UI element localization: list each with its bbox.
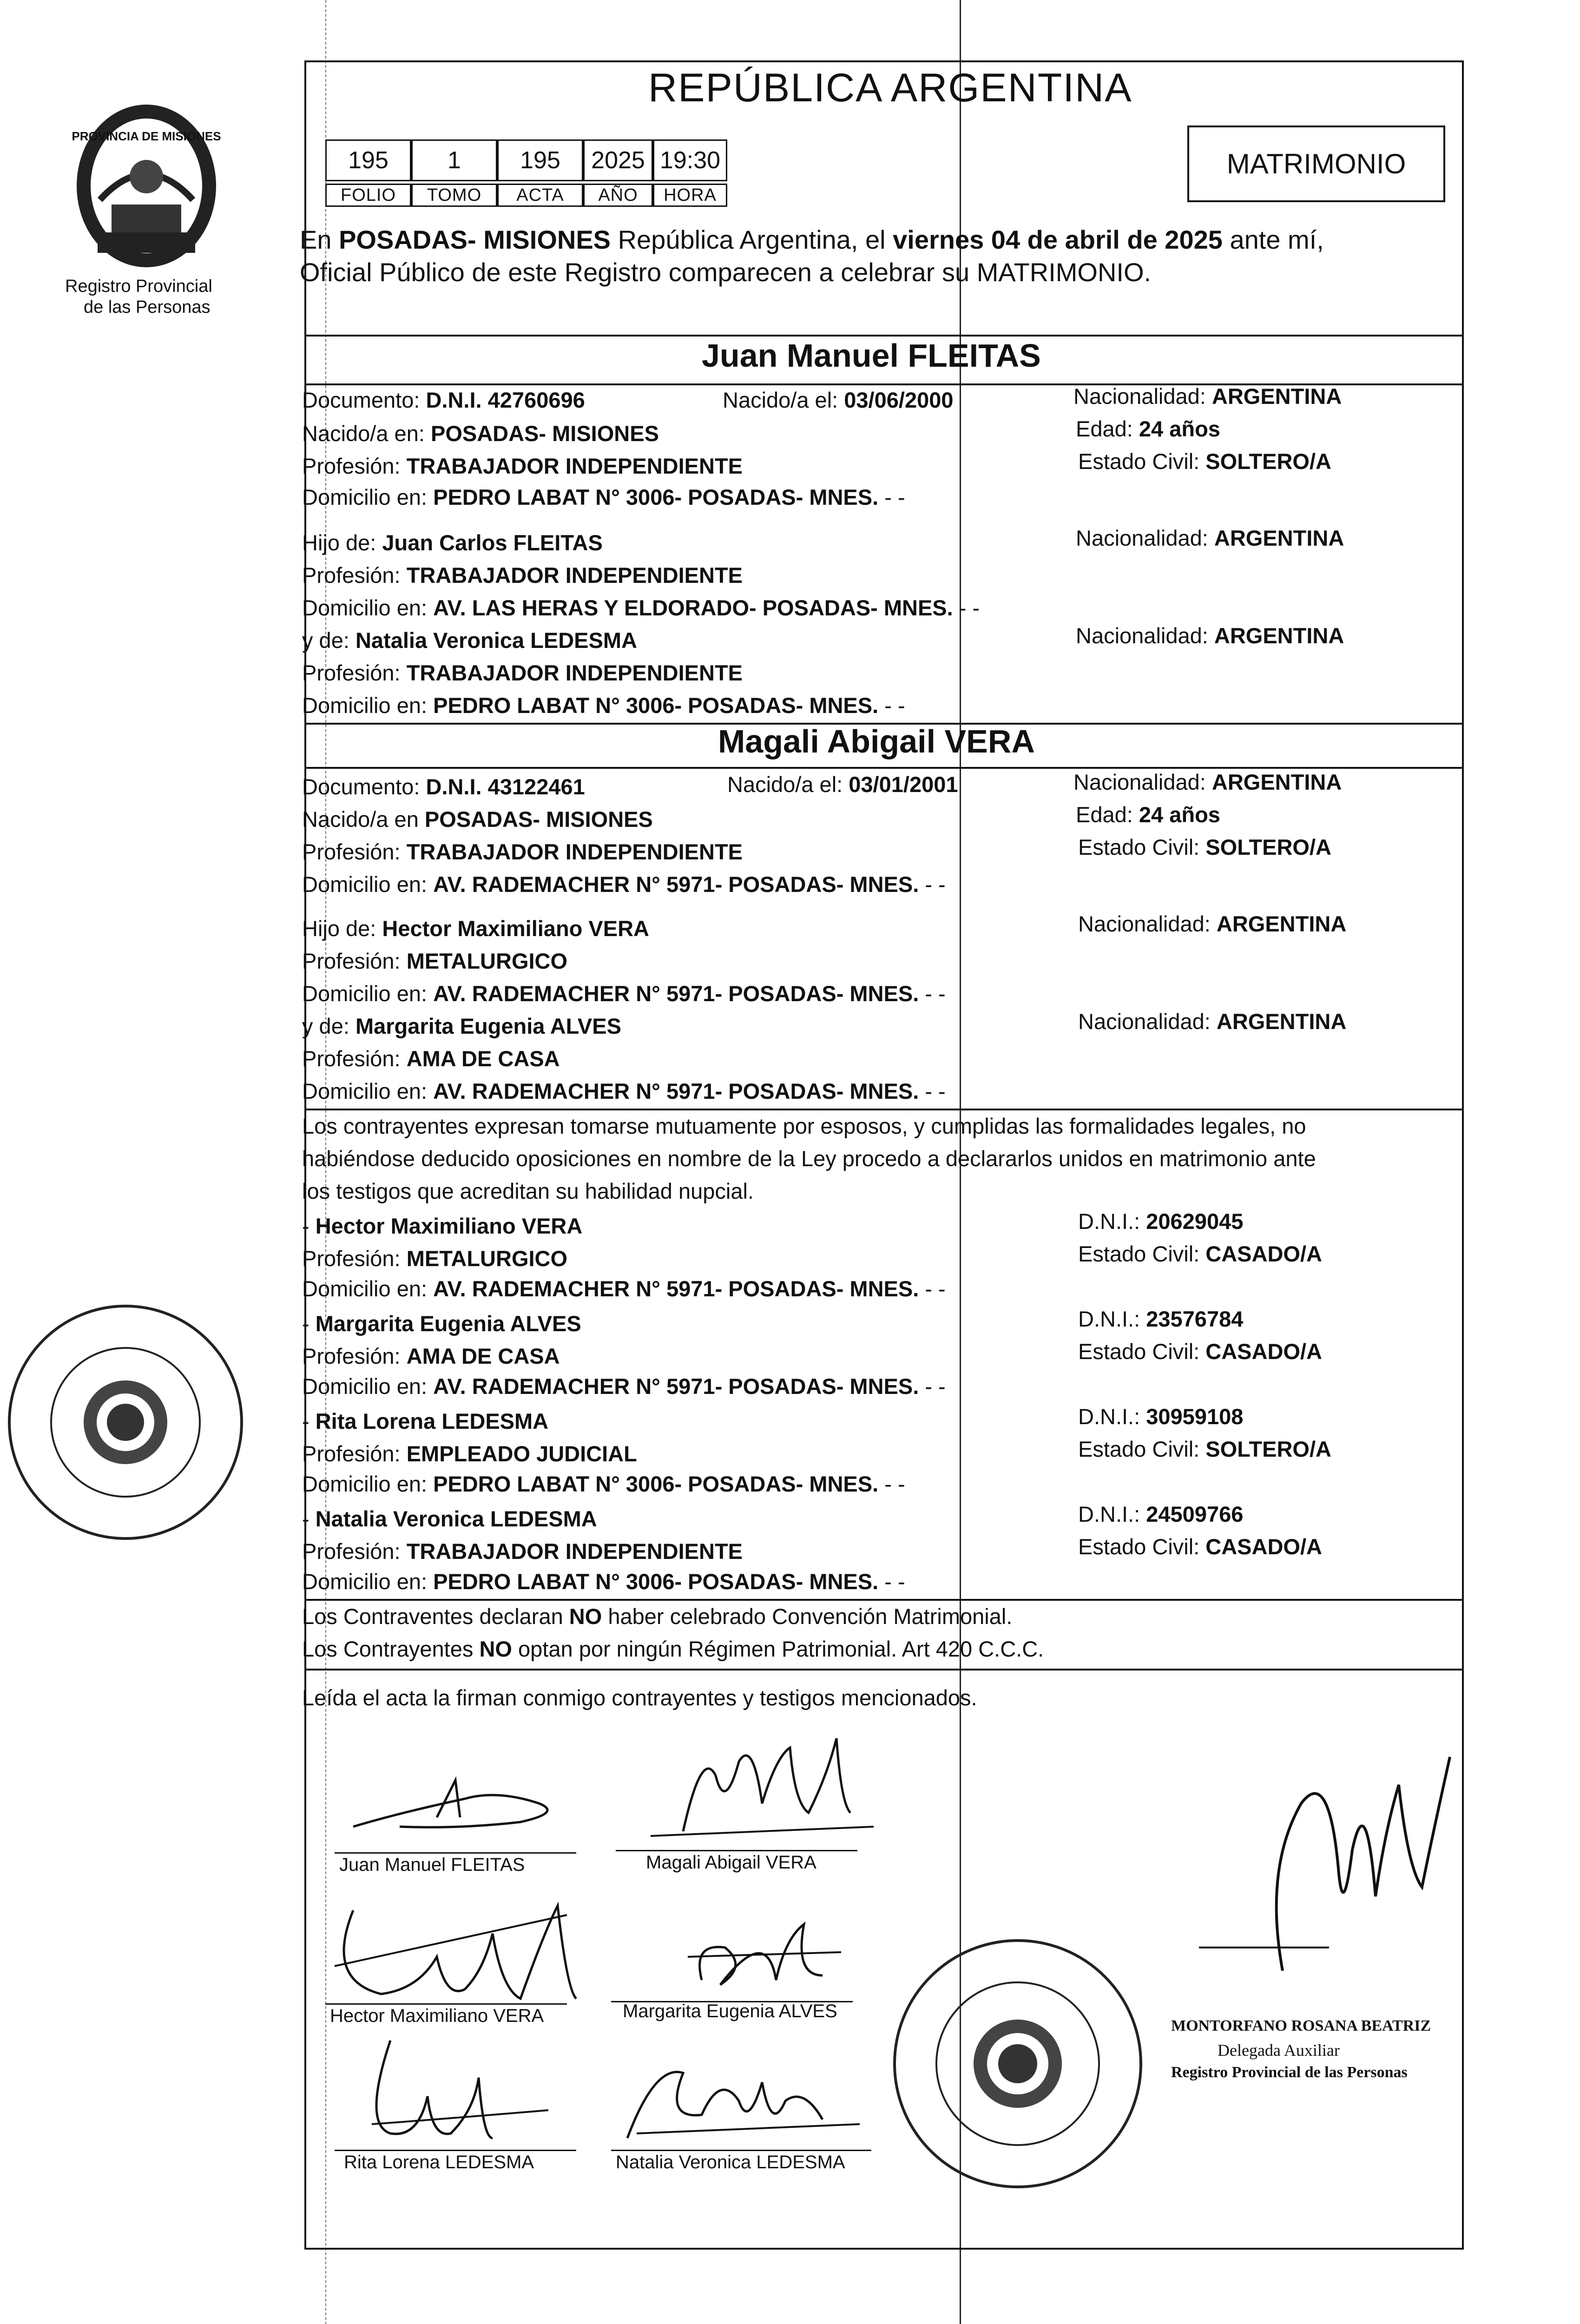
signature-line bbox=[616, 1850, 857, 1851]
c1-domicilio: Domicilio en: PEDRO LABAT N° 3006- POSADAS- MNES. - - bbox=[302, 485, 905, 509]
signature-line bbox=[611, 2150, 871, 2151]
signature-line bbox=[335, 2150, 576, 2151]
divider bbox=[304, 1109, 1464, 1110]
official-seal-left bbox=[0, 1278, 251, 1566]
signature-line bbox=[335, 1852, 576, 1854]
c1-padre-domicilio: Domicilio en: AV. LAS HERAS Y ELDORADO- POSADAS- MNES. - - bbox=[302, 595, 980, 620]
tomo-label: TOMO bbox=[411, 184, 497, 207]
c1-profesion: Profesión: TRABAJADOR INDEPENDIENTE bbox=[302, 454, 743, 478]
testigo-name: Natalia Veronica LEDESMA bbox=[315, 1506, 597, 1531]
signature-line bbox=[325, 2003, 567, 2005]
testigo-dni: D.N.I.: 24509766 bbox=[1078, 1502, 1244, 1526]
testigo-profesion: Profesión: AMA DE CASA bbox=[302, 1344, 560, 1368]
c1-madre: y de: Natalia Veronica LEDESMA bbox=[302, 628, 637, 653]
acta-value: 195 bbox=[497, 139, 583, 181]
c2-profesion: Profesión: TRABAJADOR INDEPENDIENTE bbox=[302, 839, 743, 864]
c2-padre-domicilio: Domicilio en: AV. RADEMACHER N° 5971- POSADAS- MNES. - - bbox=[302, 981, 946, 1006]
c2-madre-profesion: Profesión: AMA DE CASA bbox=[302, 1046, 560, 1071]
intro-line-2: Oficial Público de este Registro comparecen a celebrar su MATRIMONIO. bbox=[300, 257, 1152, 287]
folio-label: FOLIO bbox=[325, 184, 411, 207]
c2-madre-domicilio: Domicilio en: AV. RADEMACHER N° 5971- POSADAS- MNES. - - bbox=[302, 1079, 946, 1103]
testigo-estado: Estado Civil: CASADO/A bbox=[1078, 1339, 1322, 1364]
logo-ring-text: PROVINCIA DE MISIONES bbox=[72, 129, 221, 143]
hora-label: HORA bbox=[653, 184, 727, 207]
testigo-profesion: Profesión: TRABAJADOR INDEPENDIENTE bbox=[302, 1539, 743, 1564]
signature-label-5: Rita Lorena LEDESMA bbox=[344, 2152, 534, 2172]
tomo-value: 1 bbox=[411, 139, 497, 181]
contrayente2-name: Magali Abigail VERA bbox=[718, 723, 1035, 759]
declaracion-line-3: los testigos que acreditan su habilidad nupcial. bbox=[302, 1179, 754, 1203]
c2-madre: y de: Margarita Eugenia ALVES bbox=[302, 1014, 621, 1038]
intro-suffix: ante mí, bbox=[1230, 225, 1324, 254]
divider bbox=[304, 335, 1464, 337]
testigo-name: Hector Maximiliano VERA bbox=[315, 1214, 583, 1238]
c1-documento: Documento: D.N.I. 42760696 bbox=[302, 388, 585, 412]
testigo-name: Margarita Eugenia ALVES bbox=[315, 1311, 581, 1336]
testigo-estado: Estado Civil: CASADO/A bbox=[1078, 1534, 1322, 1559]
signature-oficial bbox=[1190, 1729, 1459, 1989]
declaracion-line-2: habiéndose deducido oposiciones en nombre de la Ley procedo a declararlos unidos en matrimonio ante bbox=[302, 1146, 1316, 1171]
divider bbox=[304, 1669, 1464, 1670]
c1-estado: Estado Civil: SOLTERO/A bbox=[1078, 449, 1331, 474]
signature-label-1: Juan Manuel FLEITAS bbox=[339, 1855, 525, 1875]
signature-label-6: Natalia Veronica LEDESMA bbox=[616, 2152, 845, 2172]
hora-value: 19:30 bbox=[653, 139, 727, 181]
folio-value: 195 bbox=[325, 139, 411, 181]
logo-caption-2: de las Personas bbox=[84, 297, 211, 317]
c1-madre-profesion: Profesión: TRABAJADOR INDEPENDIENTE bbox=[302, 660, 743, 685]
testigo-domicilio: Domicilio en: PEDRO LABAT N° 3006- POSADAS- MNES. - - bbox=[302, 1472, 905, 1496]
oficial-registro: Registro Provincial de las Personas bbox=[1171, 2064, 1408, 2081]
c1-padre-nac: Nacionalidad: ARGENTINA bbox=[1076, 526, 1344, 550]
shield-emblem-icon bbox=[46, 93, 246, 270]
testigo-dni: D.N.I.: 20629045 bbox=[1078, 1209, 1244, 1234]
testigo-estado: Estado Civil: SOLTERO/A bbox=[1078, 1437, 1331, 1461]
c2-nacido-el: Nacido/a el: 03/01/2001 bbox=[727, 772, 958, 797]
anio-label: AÑO bbox=[583, 184, 653, 207]
contrayente1-name: Juan Manuel FLEITAS bbox=[702, 337, 1041, 374]
oficial-cargo: Delegada Auxiliar bbox=[1218, 2041, 1340, 2060]
page-title: REPÚBLICA ARGENTINA bbox=[648, 66, 1132, 110]
registro-logo bbox=[46, 93, 246, 316]
testigo-profesion: Profesión: METALURGICO bbox=[302, 1246, 568, 1271]
official-seal-center bbox=[885, 1920, 1150, 2208]
intro-place: POSADAS- MISIONES bbox=[339, 225, 611, 254]
testigo-dni: D.N.I.: 30959108 bbox=[1078, 1404, 1244, 1429]
signature-rita bbox=[353, 2031, 558, 2161]
cierre-text: Leída el acta la firman conmigo contrayentes y testigos mencionados. bbox=[302, 1685, 977, 1710]
c2-estado: Estado Civil: SOLTERO/A bbox=[1078, 835, 1331, 859]
intro-date: viernes 04 de abril de 2025 bbox=[893, 225, 1223, 254]
act-type-label: MATRIMONIO bbox=[1226, 148, 1406, 179]
testigo-profesion: Profesión: EMPLEADO JUDICIAL bbox=[302, 1441, 637, 1466]
c2-padre-nac: Nacionalidad: ARGENTINA bbox=[1078, 911, 1347, 936]
c2-domicilio: Domicilio en: AV. RADEMACHER N° 5971- POSADAS- MNES. - - bbox=[302, 872, 946, 897]
anio-value: 2025 bbox=[583, 139, 653, 181]
acta-label: ACTA bbox=[497, 184, 583, 207]
signature-label-2: Magali Abigail VERA bbox=[646, 1852, 816, 1873]
signature-label-4: Margarita Eugenia ALVES bbox=[623, 2001, 837, 2021]
convencion-line-2: Los Contrayentes NO optan por ningún Régimen Patrimonial. Art 420 C.C.C. bbox=[302, 1637, 1044, 1661]
testigo-domicilio: Domicilio en: AV. RADEMACHER N° 5971- POSADAS- MNES. - - bbox=[302, 1276, 946, 1301]
oficial-name: MONTORFANO ROSANA BEATRIZ bbox=[1171, 2017, 1431, 2034]
divider bbox=[304, 1599, 1464, 1601]
signature-vera bbox=[641, 1720, 883, 1850]
c2-edad: Edad: 24 años bbox=[1076, 802, 1220, 827]
c1-edad: Edad: 24 años bbox=[1076, 416, 1220, 441]
testigo-name: Rita Lorena LEDESMA bbox=[315, 1409, 549, 1433]
c1-madre-domicilio: Domicilio en: PEDRO LABAT N° 3006- POSADAS- MNES. - - bbox=[302, 693, 905, 718]
convencion-line-1: Los Contraventes declaran NO haber celebrado Convención Matrimonial. bbox=[302, 1604, 1013, 1629]
act-type-box bbox=[1187, 125, 1445, 202]
c1-nacido-el: Nacido/a el: 03/06/2000 bbox=[723, 388, 954, 412]
c1-nacido-en: Nacido/a en: POSADAS- MISIONES bbox=[302, 421, 659, 446]
divider bbox=[304, 767, 1464, 769]
c1-padre: Hijo de: Juan Carlos FLEITAS bbox=[302, 530, 603, 555]
logo-caption-1: Registro Provincial bbox=[65, 277, 212, 296]
testigo-domicilio: Domicilio en: AV. RADEMACHER N° 5971- POSADAS- MNES. - - bbox=[302, 1374, 946, 1399]
c2-padre-profesion: Profesión: METALURGICO bbox=[302, 949, 568, 973]
c2-padre: Hijo de: Hector Maximiliano VERA bbox=[302, 916, 650, 941]
testigo-estado: Estado Civil: CASADO/A bbox=[1078, 1241, 1322, 1266]
c2-nacionalidad: Nacionalidad: ARGENTINA bbox=[1073, 770, 1342, 794]
signature-label-3: Hector Maximiliano VERA bbox=[330, 2006, 544, 2026]
c2-documento: Documento: D.N.I. 43122461 bbox=[302, 774, 585, 799]
c1-nacionalidad: Nacionalidad: ARGENTINA bbox=[1073, 384, 1342, 409]
intro-middle: República Argentina, el bbox=[618, 225, 886, 254]
c1-padre-profesion: Profesión: TRABAJADOR INDEPENDIENTE bbox=[302, 563, 743, 588]
signature-natalia bbox=[609, 2045, 869, 2157]
signature-hector bbox=[325, 1878, 586, 2017]
intro-prefix: En bbox=[300, 225, 332, 254]
testigo-domicilio: Domicilio en: PEDRO LABAT N° 3006- POSADAS- MNES. - - bbox=[302, 1569, 905, 1594]
signature-margarita bbox=[674, 1906, 860, 1999]
signature-fleitas bbox=[344, 1748, 586, 1850]
c2-nacido-en: Nacido/a en POSADAS- MISIONES bbox=[302, 807, 653, 832]
c1-madre-nac: Nacionalidad: ARGENTINA bbox=[1076, 623, 1344, 648]
testigo-dni: D.N.I.: 23576784 bbox=[1078, 1307, 1244, 1331]
declaracion-line-1: Los contrayentes expresan tomarse mutuamente por esposos, y cumplidas las formalidades legales, no bbox=[302, 1114, 1306, 1138]
c2-madre-nac: Nacionalidad: ARGENTINA bbox=[1078, 1009, 1347, 1034]
